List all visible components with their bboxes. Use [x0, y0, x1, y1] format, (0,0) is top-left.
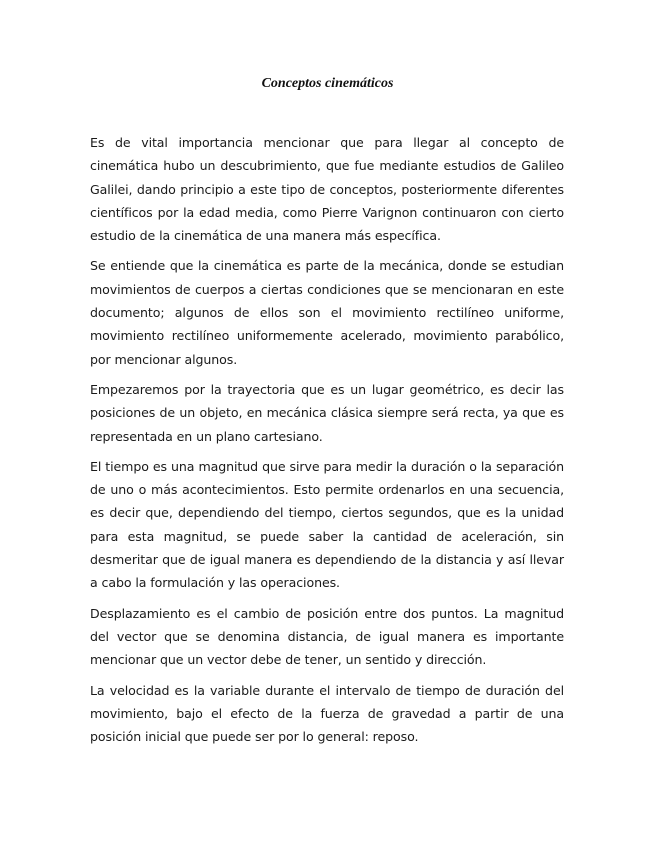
paragraph-time: El tiempo es una magnitud que sirve para medir la duración o la separación de uno o más acontecimientos. Esto permite ordenarlos en una secuencia, es decir que, dependiendo del tiempo, ciertos segundos, que es la unidad para esta magnitud, se puede saber la cantidad de aceleración, sin desmeritar que de igual manera es dependiendo de la distancia y así llevar a cabo la formulación y las operaciones.	[90, 458, 564, 591]
document-body	[90, 131, 564, 755]
paragraph-origins: Es de vital importancia mencionar que para llegar al concepto de cinemática hubo un descubrimiento, que fue mediante estudios de Galileo Galilei, dando principio a este tipo de conceptos, posteriormente diferentes científicos por la edad media, como Pierre Varignon continuaron con cierto estudio de la cinemática de una manera más específica.	[90, 135, 564, 244]
paragraph-trajectory: Empezaremos por la trayectoria que es un lugar geométrico, es decir las posiciones de un objeto, en mecánica clásica siempre será recta, ya que es representada en un plano cartesiano.	[90, 381, 564, 444]
document-title: Conceptos cinemáticos	[261, 76, 394, 91]
paragraph-definition: Se entiende que la cinemática es parte de la mecánica, donde se estudian movimientos de cuerpos a ciertas condiciones que se mencionaran en este documento; algunos de ellos son el movimiento rectilíneo uniforme, movimiento rectilíneo uniformemente acelerado, movimiento parabólico, por mencionar algunos.	[90, 258, 564, 367]
paragraph-velocity: La velocidad es la variable durante el intervalo de tiempo de duración del movimiento, bajo el efecto de la fuerza de gravedad a partir de una posición inicial que puede ser por lo general: reposo.	[90, 682, 564, 745]
paragraph-displacement: Desplazamiento es el cambio de posición entre dos puntos. La magnitud del vector que se denomina distancia, de igual manera es importante mencionar que un vector debe de tener, un sentido y dirección.	[90, 605, 564, 668]
